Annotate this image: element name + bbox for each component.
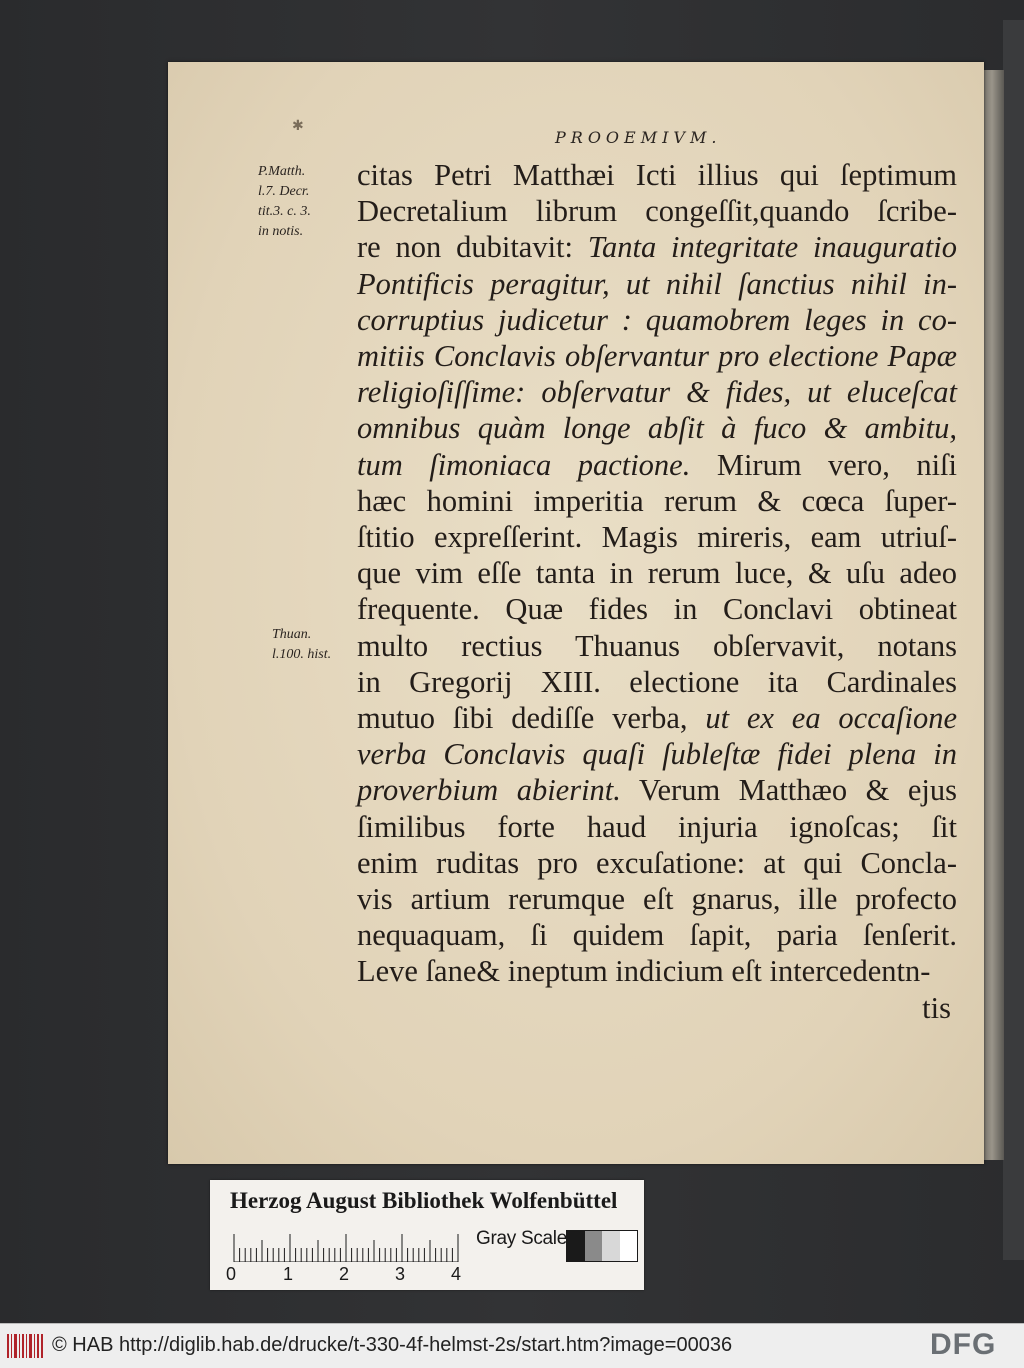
text-segment: enim ruditas pro excuſatione: at qui Concla-: [357, 845, 957, 880]
text-line: [357, 374, 957, 410]
gray-scale-swatches: [566, 1230, 638, 1262]
text-line: [357, 736, 957, 772]
gray-swatch: [585, 1231, 603, 1261]
text-segment: Verum Matthæo & ejus: [620, 773, 957, 808]
gray-scale-label: Gray Scale: [476, 1228, 567, 1249]
footer-bar: [0, 1323, 1024, 1368]
text-line: [357, 772, 957, 808]
text-segment: vis artium rerumque eſt gnarus, ille profecto: [357, 882, 957, 917]
text-segment: Mirum vero, niſi: [690, 447, 957, 482]
text-segment: mutuo ſibi dediſſe verba,: [357, 701, 706, 736]
text-segment: corruptius judicetur : quamobrem leges in co-: [357, 302, 957, 337]
text-line: [357, 193, 957, 229]
text-segment: proverbium abierint.: [357, 773, 621, 808]
ruler-ticks: [230, 1232, 470, 1262]
text-segment: nequaquam, ſi quidem ſapit, paria ſenſerit.: [357, 918, 957, 953]
text-segment: Leve ſane& ineptum indicium eſt intercedentn-: [357, 954, 931, 989]
text-segment: religioſiſſime: obſervatur & fides, ut eluceſcat: [357, 375, 957, 410]
text-segment: Decretalium librum congeſſit,quando ſcribe-: [357, 194, 957, 229]
text-segment: ſimilibus forte haud injuria ignoſcas; ſit: [357, 809, 957, 844]
text-line: [357, 157, 957, 193]
margin-note-thuanus: Thuan. l.100. hist.: [272, 627, 332, 662]
text-line: [357, 845, 957, 881]
text-segment: tis: [922, 990, 951, 1025]
scale-number: 0: [226, 1264, 237, 1284]
text-line: [357, 881, 957, 917]
text-segment: hæc homini imperitia rerum & cœca ſuper-: [357, 483, 957, 518]
text-segment: Pontificis peragitur, ut nihil ſanctius nihil in-: [357, 266, 957, 301]
text-line: [357, 447, 957, 483]
text-segment: re non dubitavit:: [357, 230, 588, 265]
scale-number: 4: [451, 1264, 462, 1284]
running-head: PROOEMIVM.: [555, 128, 722, 147]
text-segment: omnibus quàm longe abſit à fuco & ambitu,: [357, 411, 957, 446]
text-segment: ſtitio expreſſerint. Magis mireris, eam utriuſ-: [357, 520, 957, 555]
text-line: [357, 591, 957, 627]
text-line: [357, 483, 957, 519]
text-line: [357, 917, 957, 953]
scale-number: 1: [283, 1264, 294, 1284]
text-line: [357, 628, 957, 664]
library-title: Herzog August Bibliothek Wolfenbüttel: [230, 1188, 618, 1213]
text-segment: ut ex ea occaſione: [705, 701, 957, 736]
text-line: [357, 664, 957, 700]
text-line: [357, 302, 957, 338]
color-scale-card: [210, 1180, 644, 1290]
text-segment: que vim eſſe tanta in rerum luce, & uſu adeo: [357, 556, 957, 591]
footer-url[interactable]: © HAB http://diglib.hab.de/drucke/t-330-4f-helmst-2s/start.htm?image=00036: [52, 1334, 733, 1356]
gray-swatch: [567, 1231, 585, 1261]
scale-number: 2: [339, 1264, 350, 1284]
text-line: [357, 229, 957, 265]
body-text: [357, 157, 957, 1026]
gray-swatch: [620, 1231, 638, 1261]
scale-number: 3: [395, 1264, 406, 1284]
text-segment: verba Conclavis quaſi ſubleſtæ fidei plena in: [357, 737, 957, 772]
text-line: [357, 410, 957, 446]
text-segment: in Gregorij XIII. electione ita Cardinales: [357, 664, 957, 699]
text-line: [357, 990, 957, 1026]
text-segment: tum ſimoniaca pactione.: [357, 447, 691, 482]
margin-note-matthaeus: P.Matth. l.7. Decr. tit.3. c. 3. in notis.: [258, 164, 311, 239]
page-edge: [984, 70, 1004, 1160]
text-segment: multo rectius Thuanus obſervavit, notans: [357, 628, 957, 663]
text-segment: mitiis Conclavis obſervantur pro electione Papæ: [357, 339, 957, 374]
binding-strip: [1003, 20, 1024, 1260]
text-segment: frequente. Quæ fides in Conclavi obtineat: [357, 592, 957, 627]
text-segment: Tanta integritate inauguratio: [587, 230, 957, 265]
text-line: [357, 700, 957, 736]
text-segment: citas Petri Matthæi Icti illius qui ſeptimum: [357, 158, 957, 192]
text-line: [357, 266, 957, 302]
text-line: [357, 953, 957, 989]
text-line: [357, 519, 957, 555]
barcode-icon: [6, 1332, 46, 1360]
text-line: [357, 338, 957, 374]
text-line: [357, 555, 957, 591]
text-line: [357, 809, 957, 845]
ink-smudge: ✱: [292, 118, 304, 134]
dfg-logo: DFG: [930, 1328, 997, 1361]
gray-swatch: [602, 1231, 620, 1261]
